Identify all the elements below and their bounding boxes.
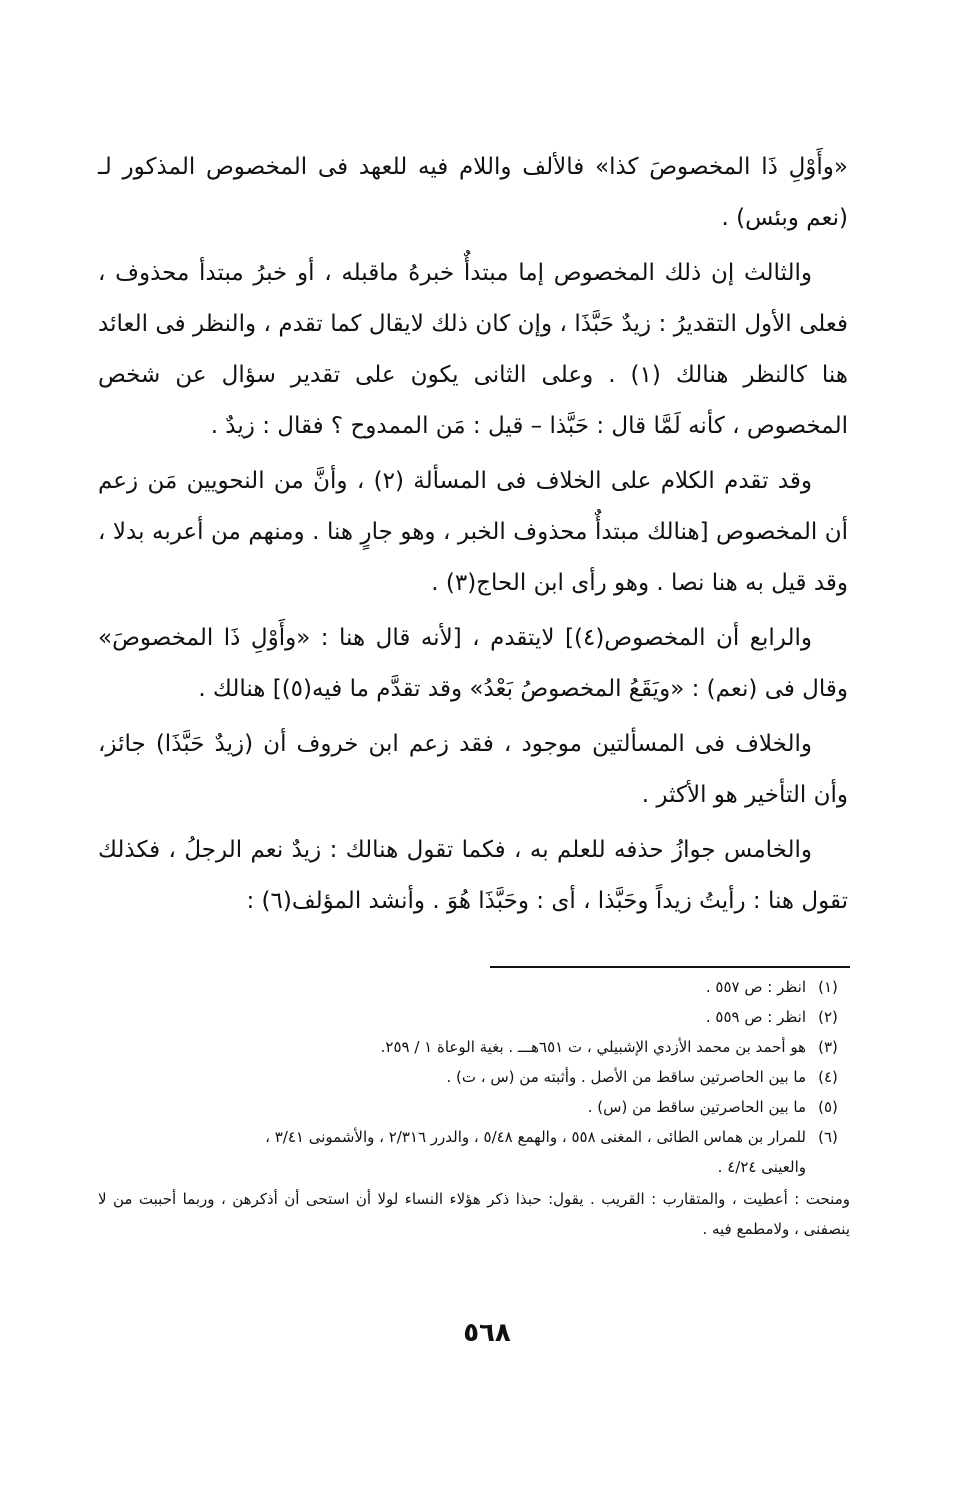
paragraph-5: والخلاف فى المسألتين موجود ، فقد زعم ابن خروف أن (زيدٌ حَبَّذَا) جائز، وأن التأخير هو الأكثر . bbox=[98, 731, 848, 808]
footnote-number: (٢) bbox=[818, 1008, 838, 1026]
footnote-text: هو أحمد بن محمد الأزدي الإشبيلي ، ت ٦٥١هـــ . بغية الوعاة ١ / ٢٥٩. bbox=[380, 1038, 806, 1056]
footnotes bbox=[98, 972, 850, 1244]
paragraph-2: والثالث إن ذلك المخصوص إما مبتدأٌ خبرهُ ماقبله ، أو خبرُ مبتدأ محذوف ، فعلى الأول التقديرُ : زيدٌ حَبَّذَا ، وإن كان ذلك لايقال كما تقدم ، والنظر فى العائد هنا كالنظر هنالك (١) . وعلى الثانى يكون على تقدير سؤال عن شخص المخصوص ، كأنه لَمَّا قال : حَبَّذا – قيل : مَن الممدوح ؟ فقال : زيدٌ . bbox=[98, 260, 849, 439]
footnote-6-continuation: والعينى ٤/٢٤ . bbox=[717, 1158, 806, 1176]
footnote-2 bbox=[98, 1002, 850, 1032]
footnote-separator bbox=[490, 966, 850, 968]
paragraph-3: وقد تقدم الكلام على الخلاف فى المسألة (٢) ، وأنَّ من النحويين مَن زعم أن المخصوص [هنالك مبتدأٌ محذوف الخبر ، وهو جارٍ هنا . ومنهم من أعربه بدلا ، وقد قيل به هنا نصا . وهو رأى ابن الحاج(٣) . bbox=[98, 468, 848, 596]
footnote-6 bbox=[98, 1122, 850, 1152]
footnote-number: (٤) bbox=[818, 1068, 838, 1086]
verse-gloss: ومنحت : أعطيت ، والمتقارب : القريب . يقول: حبذا ذكر هؤلاء النساء لولا أن استحى أن أذكرهن ، وربما أحببت من لا ينصفنى ، ولامطمع فيه . bbox=[98, 1190, 850, 1238]
paragraph-6: والخامس جوازُ حذفه للعلم به ، فكما تقول هنالك : زيدٌ نعم الرجلُ ، فكذلك تقول هنا : رأيتُ زيداً وحَبَّذا ، أى : وحَبَّذَا هُوَ . وأنشد المؤلف(٦) : bbox=[98, 837, 848, 914]
footnote-text: ما بين الحاصرتين ساقط من الأصل . وأثبته من (س ، ت) . bbox=[446, 1068, 806, 1086]
footnote-number: (٦) bbox=[818, 1128, 838, 1146]
paragraph-1: «وأَوْلِ ذَا المخصوصَ كذا» فالألف واللام فيه للعهد فى المخصوص المذكور لـ (نعم وبئس) . bbox=[98, 154, 848, 231]
paragraph-4: والرابع أن المخصوص(٤)] لايتقدم ، [لأنه قال هنا : «وأَوْلِ ذَا المخصوصَ» وقال فى (نعم) : «ويَقَعُ المخصوصُ بَعْدُ» وقد تقدَّم ما فيه(٥)] هنالك . bbox=[98, 625, 848, 702]
main-text bbox=[98, 142, 848, 931]
footnote-text: ما بين الحاصرتين ساقط من (س) . bbox=[587, 1098, 806, 1116]
footnote-text: للمرار بن هماس الطائى ، المغنى ٥٥٨ ، والهمع ٥/٤٨ ، والدرر ٢/٣١٦ ، والأشمونى ٣/٤١ ، bbox=[265, 1128, 806, 1146]
footnote-number: (٣) bbox=[818, 1038, 838, 1056]
footnote-number: (٥) bbox=[818, 1098, 838, 1116]
footnote-text: انظر : ص ٥٥٧ . bbox=[705, 978, 806, 996]
page-number: ٥٦٨ bbox=[463, 1318, 511, 1348]
footnote-5 bbox=[98, 1092, 850, 1122]
footnote-3 bbox=[98, 1032, 850, 1062]
footnote-1 bbox=[98, 972, 850, 1002]
footnote-4 bbox=[98, 1062, 850, 1092]
footnote-number: (١) bbox=[818, 978, 838, 996]
footnote-text: انظر : ص ٥٥٩ . bbox=[705, 1008, 806, 1026]
